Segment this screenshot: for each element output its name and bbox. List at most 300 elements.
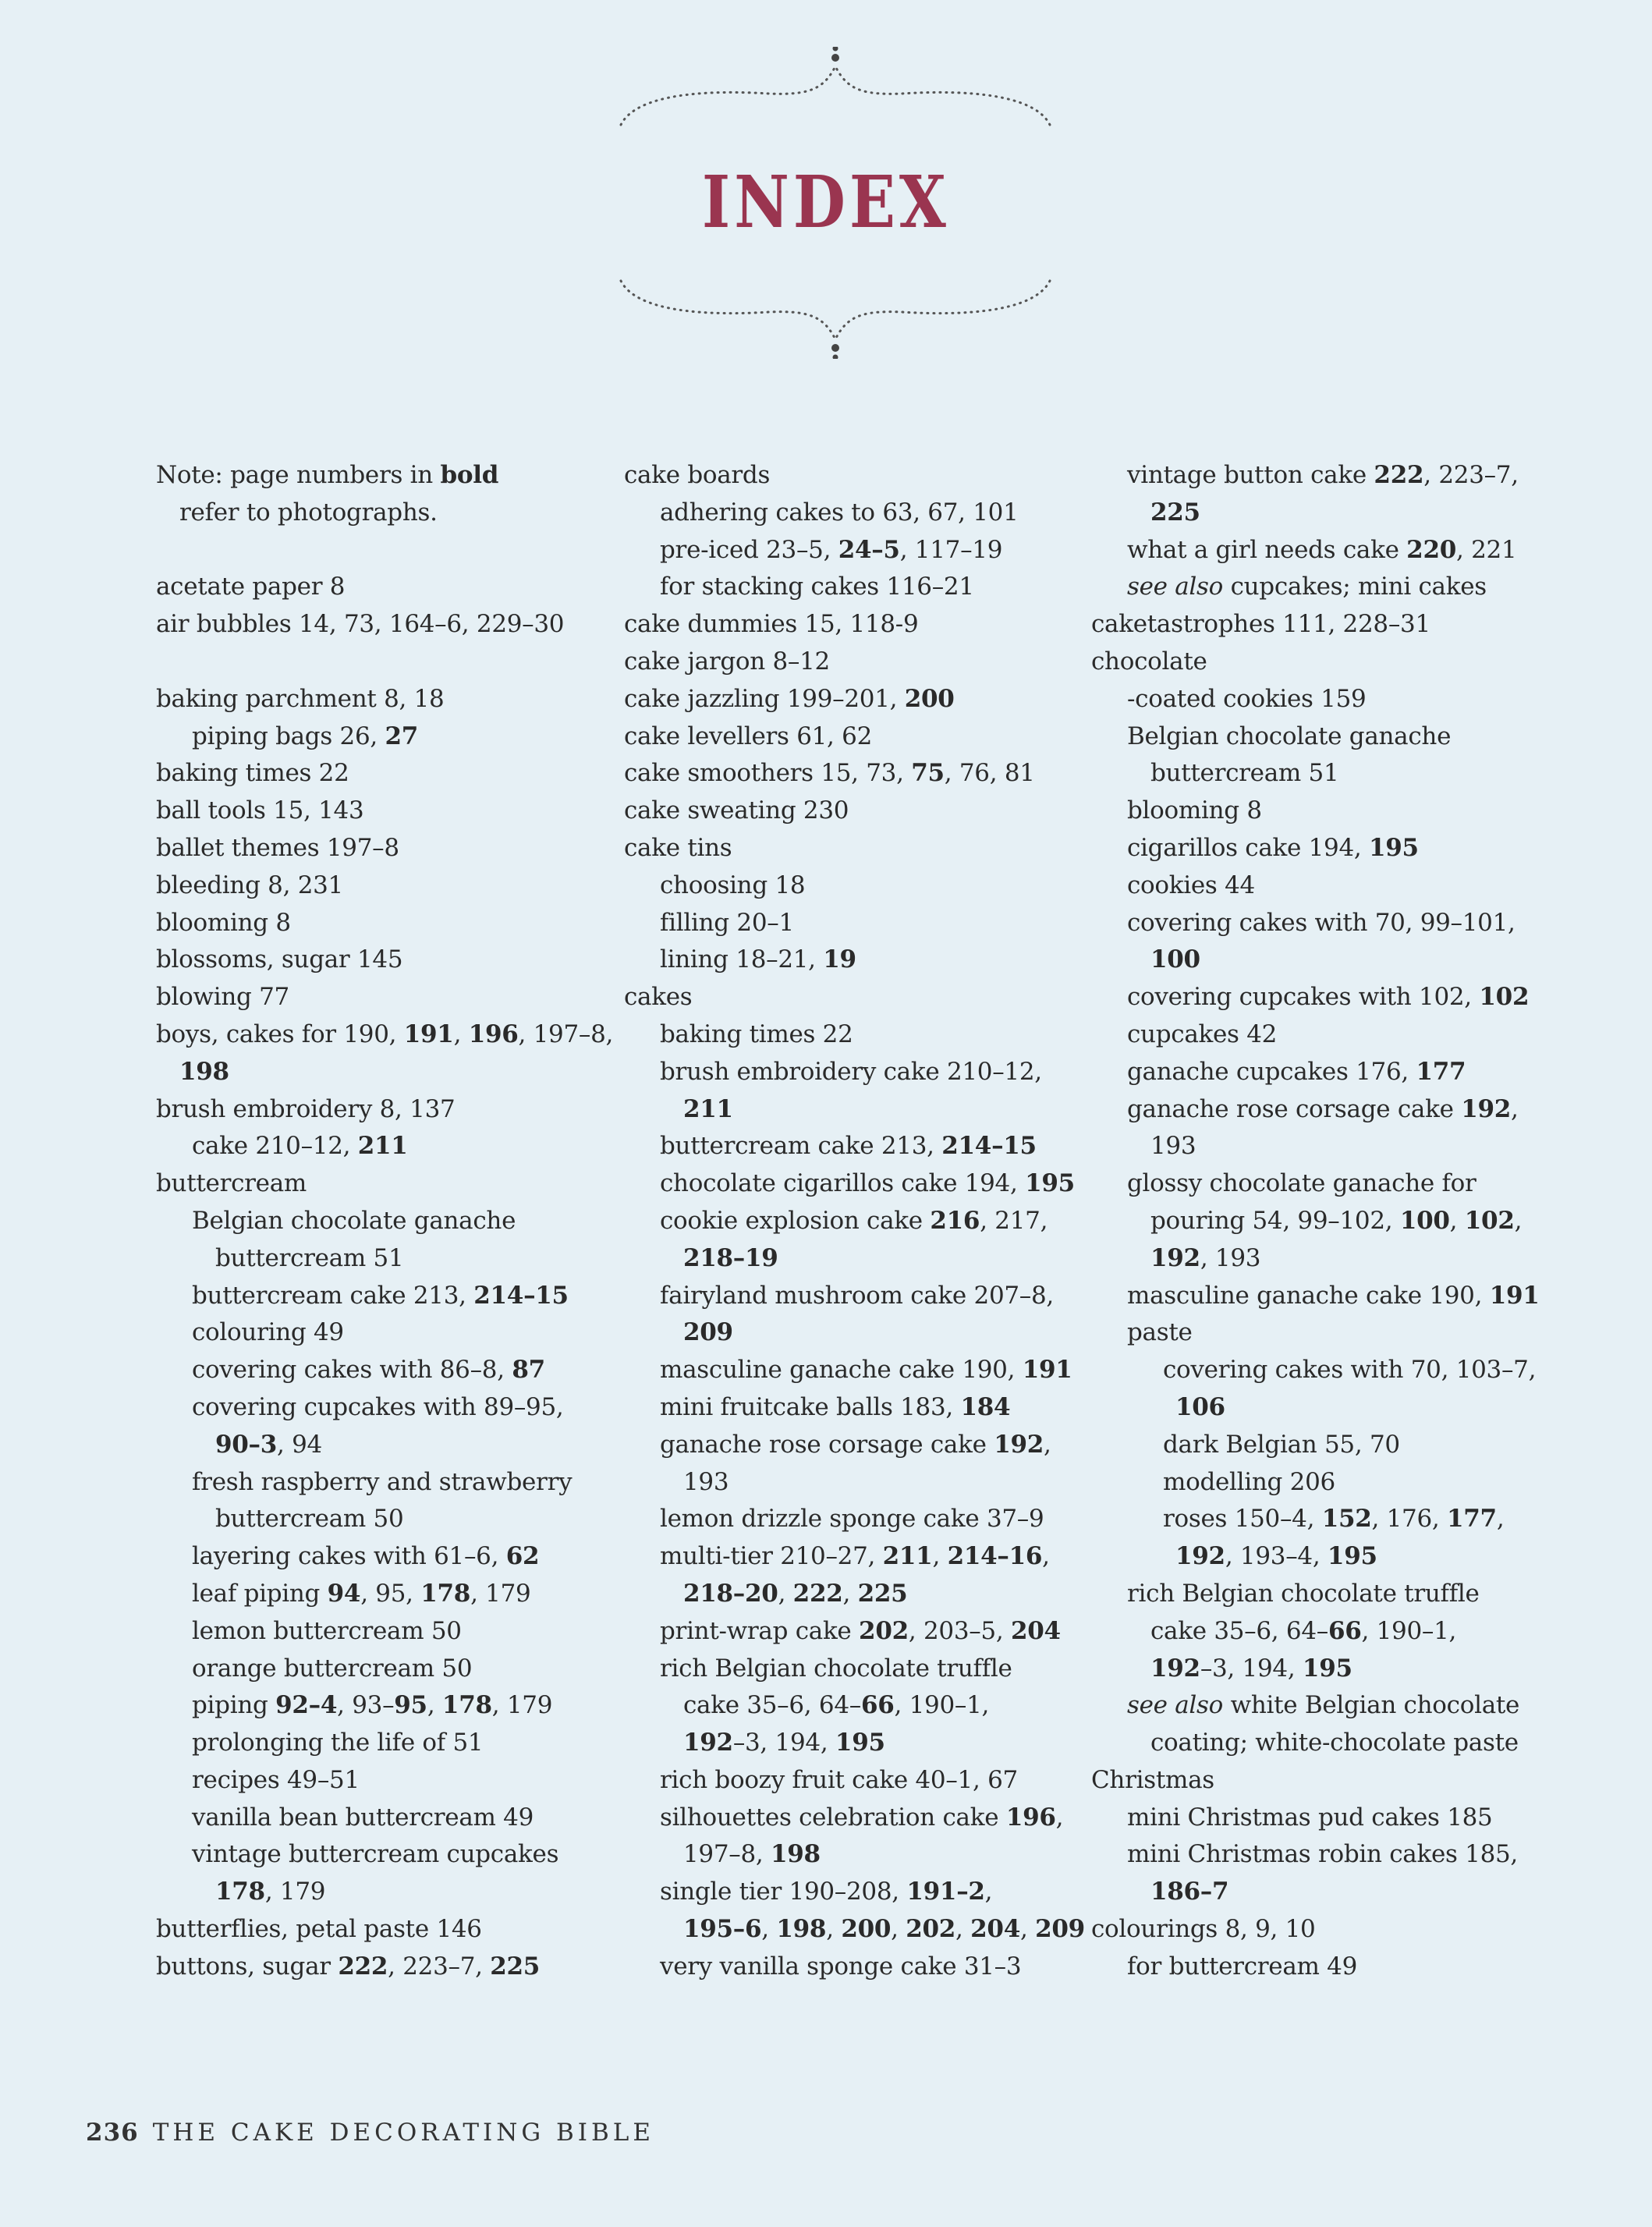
photo-page-ref: 195 [1369, 833, 1419, 862]
entry-text: single tier 190–208, [660, 1878, 907, 1906]
index-entry [1091, 681, 1536, 718]
entry-text: cupcakes; mini cakes [1223, 573, 1487, 601]
entry-text: modelling 206 [1163, 1467, 1335, 1496]
photo-page-ref: 202 [906, 1915, 956, 1944]
index-entry [156, 681, 593, 718]
entry-text: , 223–7, [388, 1952, 491, 1981]
entry-text: see also [1127, 573, 1224, 601]
photo-page-ref: 200 [841, 1915, 892, 1944]
index-entry [156, 457, 593, 495]
page-title: INDEX [702, 160, 950, 244]
index-entry [1091, 1874, 1536, 1911]
photo-page-ref: bold [440, 461, 499, 489]
photo-page-ref: 62 [505, 1542, 540, 1571]
index-entry [624, 1836, 1061, 1874]
entry-text: ball tools 15, 143 [156, 796, 364, 825]
entry-text: blowing 77 [156, 983, 289, 1012]
entry-text: cake 35–6, 64– [1150, 1616, 1328, 1645]
photo-page-ref: 90–3 [215, 1430, 278, 1459]
index-entry [156, 1874, 593, 1911]
index-entry [1091, 905, 1536, 942]
index-entry [1091, 1427, 1536, 1464]
entry-text: cake boards [624, 461, 771, 489]
entry-text: brush embroidery cake 210–12, [660, 1057, 1042, 1086]
entry-text: cigarillos cake 194, [1127, 833, 1369, 862]
entry-text: brush embroidery 8, 137 [156, 1094, 456, 1123]
flourish-bottom-ornament [613, 273, 1058, 359]
entry-text: , [826, 1915, 842, 1944]
photo-page-ref: 100 [1150, 945, 1200, 974]
photo-page-ref: 192 [994, 1430, 1044, 1459]
index-entry [624, 495, 1061, 532]
photo-page-ref: 195–6 [683, 1915, 762, 1944]
photo-page-ref: 192 [1175, 1542, 1225, 1571]
flourish-top-ornament [613, 47, 1058, 133]
photo-page-ref: 191–2 [906, 1878, 985, 1906]
entry-text: mini Christmas pud cakes 185 [1127, 1803, 1493, 1832]
entry-text: colourings 8, 9, 10 [1091, 1915, 1316, 1944]
entry-text: piping bags 26, [192, 722, 385, 750]
entry-text: pre-iced 23–5, [660, 535, 838, 564]
index-column-2 [624, 457, 1085, 1986]
photo-page-ref: 191 [403, 1020, 454, 1048]
photo-page-ref: 195 [1302, 1654, 1352, 1683]
entry-text: colouring 49 [192, 1318, 344, 1347]
entry-text: Belgian chocolate ganache [1127, 722, 1452, 750]
page-footer [86, 2119, 654, 2147]
entry-text: , [1449, 1206, 1465, 1235]
index-entry [156, 830, 593, 867]
entry-text: lemon drizzle sponge cake 37–9 [660, 1505, 1044, 1534]
index-entry [156, 1278, 593, 1315]
photo-page-ref: 195 [1025, 1169, 1075, 1198]
index-entry [624, 1427, 1061, 1464]
photo-page-ref: 225 [490, 1952, 541, 1981]
entry-text: piping [192, 1691, 276, 1720]
entry-text: multi-tier 210–27, [660, 1542, 883, 1571]
entry-text: , [1042, 1542, 1050, 1571]
entry-text: Note: page numbers in [156, 461, 441, 489]
entry-text: , 117–19 [899, 535, 1003, 564]
index-entry [156, 1464, 593, 1502]
index-entry [624, 1651, 1061, 1688]
photo-page-ref: 95 [394, 1691, 427, 1720]
index-entry [624, 1949, 1061, 1986]
photo-page-ref: 200 [904, 684, 955, 713]
entry-text: covering cupcakes with 102, [1127, 983, 1480, 1012]
index-entry [624, 1687, 1061, 1725]
entry-text: print-wrap cake [660, 1616, 860, 1645]
index-entry [1091, 1576, 1536, 1613]
spacer [156, 644, 593, 681]
entry-text: mini fruitcake balls 183, [660, 1392, 961, 1421]
photo-page-ref: 211 [882, 1542, 933, 1571]
entry-text: , [1055, 1803, 1064, 1832]
entry-text: , [1511, 1094, 1519, 1123]
index-column-3 [1091, 457, 1540, 1986]
entry-text: for buttercream 49 [1127, 1952, 1358, 1981]
index-entry [156, 1314, 593, 1352]
index-entry [624, 1054, 1061, 1091]
entry-text: , [1044, 1430, 1051, 1459]
entry-text: ganache rose corsage cake [1127, 1094, 1462, 1123]
photo-page-ref: 222 [338, 1952, 388, 1981]
entry-text: cakes [624, 983, 693, 1012]
photo-page-ref: 184 [960, 1392, 1011, 1421]
index-entry [624, 1538, 1061, 1576]
entry-text: , [1019, 1915, 1036, 1944]
index-entry [1091, 1016, 1536, 1054]
entry-text: baking times 22 [660, 1020, 853, 1048]
page-number: 236 [86, 2119, 139, 2147]
entry-text: 193 [683, 1467, 729, 1496]
index-entry [1091, 830, 1536, 867]
entry-text: cookies 44 [1127, 871, 1255, 899]
index-entry [624, 1800, 1064, 1837]
entry-text: –3, 194, [732, 1729, 835, 1757]
photo-page-ref: 216 [930, 1206, 980, 1235]
index-entry [624, 1389, 1061, 1427]
entry-text: masculine ganache cake 190, [1127, 1281, 1490, 1310]
index-entry [1091, 1836, 1536, 1874]
entry-text: ballet themes 197–8 [156, 833, 399, 862]
photo-page-ref: 186–7 [1150, 1878, 1229, 1906]
photo-page-ref: 152 [1321, 1505, 1372, 1534]
entry-text: prolonging the life of 51 [192, 1729, 484, 1757]
index-entry [624, 532, 1061, 569]
entry-text: , 190–1, [894, 1691, 990, 1720]
entry-text: cake tins [624, 833, 732, 862]
entry-text: 197–8, [683, 1840, 771, 1869]
entry-text: , 94 [277, 1430, 322, 1459]
entry-text: glossy chocolate ganache for [1127, 1169, 1477, 1198]
entry-text: boys, cakes for 190, [156, 1020, 404, 1048]
photo-page-ref: 204 [970, 1915, 1020, 1944]
index-entry [156, 979, 593, 1016]
index-entry [1091, 979, 1536, 1016]
entry-text: cake dummies 15, 118-9 [624, 610, 919, 639]
index-entry [1091, 569, 1536, 606]
entry-text: buttercream cake 213, [660, 1132, 942, 1161]
entry-text: air bubbles 14, 73, 164–6, 229–30 [156, 610, 565, 639]
entry-text: buttons, sugar [156, 1952, 339, 1981]
entry-text: roses 150–4, [1163, 1505, 1322, 1534]
entry-text: , 217, [980, 1206, 1048, 1235]
entry-text: 193 [1150, 1132, 1196, 1161]
index-entry [1091, 793, 1536, 830]
entry-text: , 76, 81 [944, 759, 1035, 788]
entry-text: buttercream 51 [215, 1243, 404, 1272]
index-entry [624, 644, 1061, 681]
photo-page-ref: 192 [1150, 1654, 1200, 1683]
index-entry [624, 1128, 1061, 1165]
index-entry [624, 830, 1061, 867]
index-entry [1091, 1725, 1536, 1762]
entry-text: , 193–4, [1225, 1542, 1328, 1571]
index-entry [624, 1911, 1085, 1949]
entry-text: , [1496, 1505, 1505, 1534]
photo-page-ref: 24–5 [838, 535, 900, 564]
index-entry [156, 718, 593, 756]
index-entry [156, 1165, 593, 1203]
entry-text: , 193 [1200, 1243, 1261, 1272]
index-entry [1091, 1091, 1536, 1129]
index-entry [156, 1091, 593, 1129]
entry-text: covering cakes with 70, 99–101, [1127, 908, 1516, 937]
entry-text: blossoms, sugar 145 [156, 945, 403, 974]
photo-page-ref: 211 [357, 1132, 408, 1161]
photo-page-ref: 218–19 [683, 1243, 778, 1272]
index-entry [624, 1091, 1061, 1129]
index-entry [624, 1613, 1061, 1651]
entry-text: , 197–8, [518, 1020, 614, 1048]
index-entry [156, 1352, 593, 1389]
entry-text: buttercream 51 [1150, 759, 1339, 788]
index-entry [624, 606, 1061, 644]
index-entry [1091, 867, 1536, 905]
index-entry [156, 1762, 593, 1800]
index-entry [624, 1725, 1061, 1762]
index-entry [624, 457, 1061, 495]
entry-text: bleeding 8, 231 [156, 871, 343, 899]
entry-text: covering cakes with 86–8, [192, 1356, 512, 1385]
entry-text: , 223–7, [1423, 461, 1519, 489]
entry-text: paste [1127, 1318, 1193, 1347]
entry-text: cake 35–6, 64– [683, 1691, 861, 1720]
photo-page-ref: 198 [179, 1057, 229, 1086]
index-entry [156, 1538, 593, 1576]
photo-page-ref: 225 [1150, 498, 1200, 527]
index-entry [624, 1352, 1072, 1389]
index-entry [1091, 1054, 1536, 1091]
entry-text: vanilla bean buttercream 49 [192, 1803, 534, 1832]
index-entry [1091, 1687, 1536, 1725]
entry-text: orange buttercream 50 [192, 1654, 473, 1683]
photo-page-ref: 106 [1175, 1392, 1225, 1421]
entry-text: , 190–1, [1361, 1616, 1457, 1645]
entry-text: very vanilla sponge cake 31–3 [660, 1952, 1022, 1981]
entry-text: pouring 54, 99–102, [1150, 1206, 1400, 1235]
index-entry [624, 1576, 1061, 1613]
photo-page-ref: 178 [420, 1579, 471, 1608]
photo-page-ref: 220 [1406, 535, 1456, 564]
entry-text: , [955, 1915, 971, 1944]
index-entry [156, 1651, 593, 1688]
index-entry [624, 1240, 1061, 1278]
entry-text: cookie explosion cake [660, 1206, 931, 1235]
entry-text: -coated cookies 159 [1127, 684, 1367, 713]
index-entry [156, 1949, 593, 1986]
index-entry [624, 569, 1061, 606]
photo-page-ref: 178 [215, 1878, 265, 1906]
entry-text: rich Belgian chocolate truffle [1127, 1579, 1480, 1608]
entry-text: , [453, 1020, 469, 1048]
entry-text: silhouettes celebration cake [660, 1803, 1006, 1832]
photo-page-ref: 195 [835, 1729, 885, 1757]
photo-page-ref: 19 [823, 945, 856, 974]
entry-text: cupcakes 42 [1127, 1020, 1278, 1048]
entry-text: filling 20–1 [660, 908, 794, 937]
entry-text: fairyland mushroom cake 207–8, [660, 1281, 1054, 1310]
entry-text: mini Christmas robin cakes 185, [1127, 1840, 1518, 1869]
index-entry [1091, 1240, 1536, 1278]
index-entry [624, 1314, 1061, 1352]
photo-page-ref: 177 [1447, 1505, 1497, 1534]
photo-page-ref: 196 [1005, 1803, 1056, 1832]
photo-page-ref: 66 [1328, 1616, 1362, 1645]
entry-text: , 179 [491, 1691, 553, 1720]
entry-text: fresh raspberry and strawberry [192, 1467, 573, 1496]
entry-text: cake 210–12, [192, 1132, 358, 1161]
index-entry [156, 569, 593, 606]
index-entry [1091, 1538, 1536, 1576]
entry-text: see also [1127, 1691, 1224, 1720]
index-entry [1091, 1464, 1536, 1502]
index-entry [1091, 942, 1536, 979]
entry-text: –3, 194, [1200, 1654, 1303, 1683]
photo-page-ref: 198 [776, 1915, 827, 1944]
index-entry [1091, 1203, 1536, 1240]
entry-text: caketastrophes 111, 228–31 [1091, 610, 1430, 639]
photo-page-ref: 204 [1010, 1616, 1061, 1645]
photo-page-ref: 191 [1489, 1281, 1540, 1310]
index-entry [624, 1762, 1061, 1800]
index-entry [624, 1016, 1061, 1054]
spacer [156, 532, 593, 569]
entry-text: chocolate cigarillos cake 194, [660, 1169, 1026, 1198]
entry-text: cake sweating 230 [624, 796, 849, 825]
photo-page-ref: 102 [1479, 983, 1530, 1012]
entry-text: leaf piping [192, 1579, 328, 1608]
index-entry [156, 495, 593, 532]
index-entry [624, 942, 1061, 979]
index-entry [1091, 1762, 1536, 1800]
photo-page-ref: 222 [1374, 461, 1424, 489]
index-entry [624, 1464, 1061, 1502]
entry-text: masculine ganache cake 190, [660, 1356, 1023, 1385]
photo-page-ref: 92–4 [275, 1691, 338, 1720]
entry-text: what a girl needs cake [1127, 535, 1407, 564]
photo-page-ref: 178 [441, 1691, 492, 1720]
entry-text: vintage buttercream cupcakes [192, 1840, 559, 1869]
photo-page-ref: 195 [1327, 1542, 1377, 1571]
entry-text: rich Belgian chocolate truffle [660, 1654, 1012, 1683]
entry-text: , [1514, 1206, 1523, 1235]
photo-page-ref: 177 [1416, 1057, 1466, 1086]
entry-text: , 95, [360, 1579, 421, 1608]
entry-text: buttercream 50 [215, 1505, 404, 1534]
photo-page-ref: 225 [857, 1579, 908, 1608]
index-column-1 [156, 457, 614, 1986]
photo-page-ref: 211 [683, 1094, 733, 1123]
index-entry [1091, 1389, 1536, 1427]
entry-text: baking parchment 8, 18 [156, 684, 445, 713]
index-entry [156, 1128, 593, 1165]
photo-page-ref: 214–16 [947, 1542, 1043, 1571]
index-entry [1091, 606, 1536, 644]
index-entry [156, 1725, 593, 1762]
entry-text: ganache cupcakes 176, [1127, 1057, 1416, 1086]
entry-text: dark Belgian 55, 70 [1163, 1430, 1400, 1459]
entry-text: cake jargon 8–12 [624, 647, 830, 676]
index-entry [1091, 1949, 1536, 1986]
index-entry [156, 1911, 593, 1949]
book-title: THE CAKE DECORATING BIBLE [152, 2119, 654, 2147]
index-entry [1091, 718, 1536, 756]
index-entry [156, 1613, 593, 1651]
index-entry [624, 718, 1061, 756]
entry-text: acetate paper 8 [156, 573, 346, 601]
index-entry [156, 1687, 593, 1725]
entry-text: , [932, 1542, 948, 1571]
index-entry [156, 1427, 593, 1464]
index-entry [1091, 1501, 1536, 1538]
entry-text: chocolate [1091, 647, 1207, 676]
photo-page-ref: 192 [683, 1729, 733, 1757]
photo-page-ref: 214–15 [473, 1281, 569, 1310]
index-entry [624, 1874, 1061, 1911]
photo-page-ref: 87 [512, 1356, 545, 1385]
entry-text: vintage button cake [1127, 461, 1374, 489]
index-entry [624, 1278, 1061, 1315]
photo-page-ref: 102 [1464, 1206, 1515, 1235]
index-entry [156, 867, 593, 905]
photo-page-ref: 218–20 [683, 1579, 778, 1608]
entry-text: , [891, 1915, 906, 1944]
entry-text: lining 18–21, [660, 945, 824, 974]
index-entry [1091, 1314, 1536, 1352]
index-entry [624, 905, 1061, 942]
index-entry [156, 1501, 593, 1538]
entry-text: baking times 22 [156, 759, 349, 788]
entry-text: blooming 8 [1127, 796, 1262, 825]
index-entry [624, 1501, 1061, 1538]
entry-text: rich boozy fruit cake 40–1, 67 [660, 1765, 1018, 1794]
entry-text: , 176, [1371, 1505, 1448, 1534]
index-entry [156, 1016, 614, 1054]
entry-text: , [427, 1691, 442, 1720]
photo-page-ref: 198 [771, 1840, 821, 1869]
entry-text: lemon buttercream 50 [192, 1616, 462, 1645]
entry-text: adhering cakes to 63, 67, 101 [660, 498, 1019, 527]
photo-page-ref: 202 [859, 1616, 909, 1645]
photo-page-ref: 209 [1035, 1915, 1085, 1944]
index-entry [1091, 1278, 1540, 1315]
index-entry [156, 606, 593, 644]
entry-text: cake smoothers 15, 73, [624, 759, 912, 788]
entry-text: buttercream [156, 1169, 307, 1198]
index-entry [156, 755, 593, 793]
photo-page-ref: 75 [911, 759, 945, 788]
entry-text: , 179 [264, 1878, 326, 1906]
index-entry [156, 1836, 593, 1874]
photo-page-ref: 192 [1461, 1094, 1512, 1123]
photo-page-ref: 209 [683, 1318, 733, 1347]
entry-text: buttercream cake 213, [192, 1281, 474, 1310]
entry-text: recipes 49–51 [192, 1765, 360, 1794]
index-entry [1091, 495, 1536, 532]
entry-text: cake levellers 61, 62 [624, 722, 873, 750]
photo-page-ref: 27 [385, 722, 419, 750]
index-entry [624, 681, 1061, 718]
index-entry [156, 905, 593, 942]
photo-page-ref: 222 [792, 1579, 843, 1608]
index-entry [156, 1054, 593, 1091]
index-entry [1091, 1165, 1536, 1203]
photo-page-ref: 192 [1150, 1243, 1200, 1272]
index-entry [156, 942, 593, 979]
index-entry [624, 755, 1061, 793]
